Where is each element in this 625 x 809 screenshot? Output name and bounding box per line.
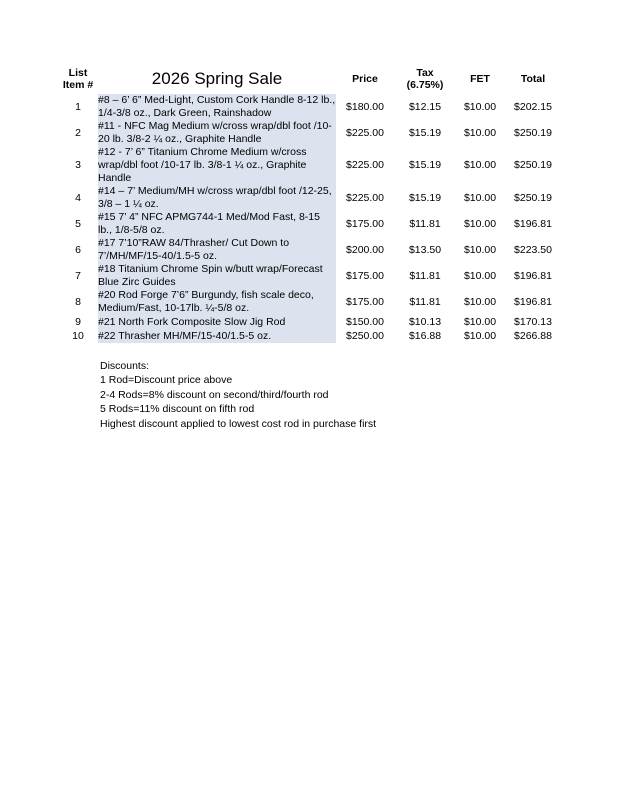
tax-header-label: Tax [416,67,434,79]
price-cell: $225.00 [346,126,384,139]
price-cell: $180.00 [346,100,384,113]
discounts-heading: Discounts: [100,360,150,372]
table-row [58,94,562,120]
table-row [58,211,562,237]
fet-cell: $10.00 [463,243,497,256]
item-description-cell: #14 – 7’ Medium/MH w/cross wrap/dbl foot /12-25, 3/8 – 1 ¼ oz. [98,185,336,211]
table-row [58,263,562,289]
item-description-cell: #17 7’10”RAW 84/Thrasher/ Cut Down to 7’/MH/MF/15-40/1.5-5 oz. [98,237,336,263]
discount-line-3: 5 Rods=11% discount on fifth rod [100,403,255,416]
item-number-cell: 6 [75,243,81,256]
fet-cell: $10.00 [463,217,497,230]
total-cell: $250.19 [514,126,552,139]
item-description-cell: #18 Titanium Chrome Spin w/butt wrap/Forecast Blue Zirc Guides [98,263,336,289]
sale-table [58,64,562,343]
total-cell: $250.19 [514,191,552,204]
price-cell: $225.00 [346,191,384,204]
total-cell: $196.81 [514,217,552,230]
price-cell: $175.00 [346,269,384,282]
discounts-section [100,359,376,431]
tax-cell: $15.19 [408,126,442,139]
item-number-header: List Item # [62,67,94,91]
item-number-cell: 1 [75,100,81,113]
price-cell: $175.00 [346,217,384,230]
fet-cell: $10.00 [463,329,497,342]
tax-cell: $15.19 [408,159,442,171]
tax-cell: $11.81 [409,217,441,230]
price-cell: $200.00 [346,243,384,256]
price-cell: $250.00 [346,329,384,342]
item-number-cell: 5 [75,217,81,230]
fet-cell: $10.00 [463,191,497,204]
table-row [58,185,562,211]
item-number-cell: 10 [72,329,84,342]
total-cell: $196.81 [514,269,552,282]
table-row [58,120,562,146]
page-title: 2026 Spring Sale [151,69,283,88]
item-number-cell: 7 [75,269,81,282]
price-cell: $225.00 [346,159,384,171]
price-cell: $150.00 [346,315,384,328]
table-header-row [58,64,562,94]
total-cell: $266.88 [514,329,552,342]
item-rows [58,94,562,343]
discount-line-4: Highest discount applied to lowest cost rod in purchase first [100,417,377,430]
fet-cell: $10.00 [463,295,497,308]
item-number-cell: 8 [75,295,81,308]
item-number-cell: 2 [75,126,81,139]
tax-cell: $13.50 [408,243,442,256]
item-number-cell: 3 [75,159,81,171]
tax-cell: $12.15 [408,100,442,113]
fet-cell: $10.00 [463,126,497,139]
fet-header: FET [470,73,490,85]
table-row [58,289,562,315]
item-description-cell: #12 - 7’ 6” Titanium Chrome Medium w/cross wrap/dbl foot /10-17 lb. 3/8-1 ¼ oz., Graphite Handle [98,146,336,185]
item-description-cell: #20 Rod Forge 7’6” Burgundy, fish scale deco, Medium/Fast, 10-17lb. ¼-5/8 oz. [98,289,336,315]
total-cell: $196.81 [514,295,552,308]
tax-header-rate: (6.75%) [406,79,444,91]
total-cell: $170.13 [514,315,552,328]
fet-cell: $10.00 [463,100,497,113]
table-row [58,329,562,343]
item-description-cell: #22 Thrasher MH/MF/15-40/1.5-5 oz. [98,329,336,343]
table-row [58,315,562,329]
tax-cell: $11.81 [409,295,441,308]
fet-cell: $10.00 [463,269,497,282]
item-description-cell: #11 - NFC Mag Medium w/cross wrap/dbl foot /10-20 lb. 3/8-2 ¼ oz., Graphite Handle [98,120,336,146]
total-cell: $223.50 [514,243,552,256]
price-header: Price [352,73,378,85]
tax-cell: $15.19 [408,191,442,204]
item-number-cell: 4 [75,191,81,204]
item-description-cell: #8 – 6’ 6” Med-Light, Custom Cork Handle 8-12 lb., 1/4-3/8 oz., Dark Green, Rainshadow [98,94,336,119]
total-cell: $202.15 [514,100,552,113]
item-number-cell: 9 [75,315,81,328]
discount-line-1: 1 Rod=Discount price above [100,374,233,387]
fet-cell: $10.00 [463,315,497,328]
total-cell: $250.19 [514,159,552,171]
item-description-cell: #15 7’ 4” NFC APMG744-1 Med/Mod Fast, 8-15 lb., 1/8-5/8 oz. [98,211,336,237]
tax-header [394,64,456,94]
item-description-cell: #21 North Fork Composite Slow Jig Rod [98,315,336,329]
fet-cell: $10.00 [463,159,497,171]
price-cell: $175.00 [346,295,384,308]
total-header: Total [520,73,546,85]
tax-cell: $16.88 [408,329,442,342]
tax-cell: $10.13 [408,315,442,328]
table-row [58,146,562,185]
table-row [58,237,562,263]
tax-cell: $11.81 [409,269,441,282]
discount-line-2: 2-4 Rods=8% discount on second/third/fourth rod [100,388,329,401]
